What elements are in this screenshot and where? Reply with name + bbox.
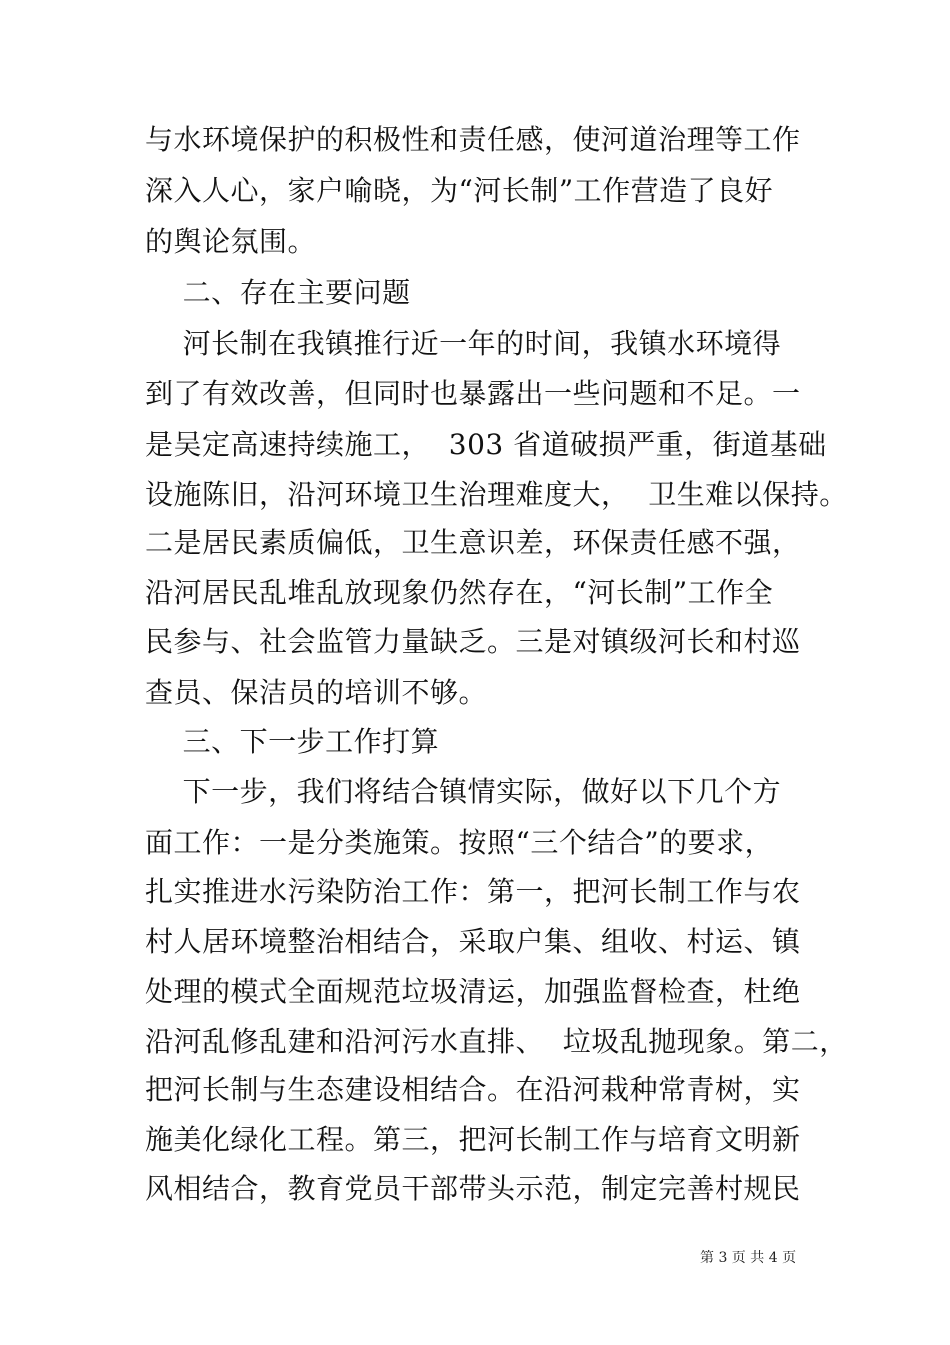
body-text-line: 设施陈旧，沿河环境卫生治理难度大， 卫生难以保持。 xyxy=(145,478,848,511)
body-text-line: 面工作：一是分类施策。按照“三个结合”的要求， xyxy=(145,826,774,859)
body-text-line: 到了有效改善，但同时也暴露出一些问题和不足。一 xyxy=(145,377,801,410)
body-text-line: 民参与、社会监管力量缺乏。三是对镇级河长和村巡 xyxy=(145,625,801,658)
body-text-line: 二是居民素质偏低，卫生意识差，环保责任感不强， xyxy=(145,526,801,559)
body-text-line: 把河长制与生态建设相结合。在沿河栽种常青树，实 xyxy=(145,1073,801,1106)
body-text-line: 风相结合，教育党员干部带头示范，制定完善村规民 xyxy=(145,1172,801,1205)
body-text-line: 查员、保洁员的培训不够。 xyxy=(145,676,488,709)
body-text-line: 处理的模式全面规范垃圾清运，加强监督检查，杜绝 xyxy=(145,975,801,1008)
body-text-line: 施美化绿化工程。第三，把河长制工作与培育文明新 xyxy=(145,1123,801,1156)
body-text-line: 扎实推进水污染防治工作：第一，把河长制工作与农 xyxy=(145,875,801,908)
body-text-line: 深入人心，家户喻晓，为“河长制”工作营造了良好 xyxy=(145,174,774,207)
body-text-line: 沿河乱修乱建和沿河污水直排、 垃圾乱抛现象。第二， xyxy=(145,1025,848,1058)
body-text-line: 沿河居民乱堆乱放现象仍然存在，“河长制”工作全 xyxy=(145,576,774,609)
page-number-footer: 第 3 页 共 4 页 xyxy=(700,1250,797,1266)
body-text-line: 与水环境保护的积极性和责任感，使河道治理等工作 xyxy=(145,123,801,156)
body-text-line: 河长制在我镇推行近一年的时间，我镇水环境得 xyxy=(145,327,782,360)
body-text-line: 村人居环境整治相结合，采取户集、组收、村运、镇 xyxy=(145,925,801,958)
body-text-line: 是吴定高速持续施工， 303 省道破损严重，街道基础 xyxy=(145,428,827,461)
body-text-line: 下一步，我们将结合镇情实际，做好以下几个方 xyxy=(145,775,782,808)
body-text-line: 的舆论氛围。 xyxy=(145,225,317,258)
section-heading: 二、存在主要问题 xyxy=(145,276,411,309)
section-heading: 三、下一步工作打算 xyxy=(145,725,440,758)
